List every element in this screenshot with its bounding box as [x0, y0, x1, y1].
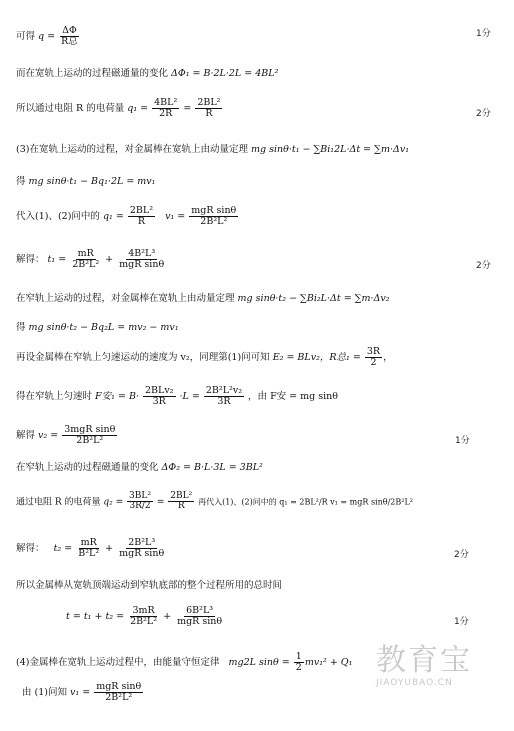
formula: ΔΦ₁ = B·2L·2L = 4BL²	[171, 68, 279, 79]
line-9: 得 mg sinθ·t₂ − Bq₂L = mv₂ − mv₁	[16, 322, 179, 333]
line-5: 得 mg sinθ·t₁ − Bq₁·2L = mv₁	[16, 176, 156, 187]
line-17: t = t₁ + t₂ = $\frac{3mR}{\text{2B²L²}}$ + $\frac{\text{6B²L³}}{\text{mgR sinθ}}$	[66, 605, 223, 627]
score-3: 2分	[476, 261, 491, 271]
line-19: 由 (1)问知 v₁ = $\frac{\text{mgR sinθ}}{\text{2B²L²}}$	[22, 681, 142, 703]
watermark-logo	[376, 643, 508, 700]
line-6: 代入(1)、(2)问中的 q₁ = $\frac{\text{2BL²}}{R}$ v₁ = $\frac{\text{mgR sinθ}}{\text{2B²L²}}$	[16, 205, 237, 227]
fraction: $\frac{\Delta\Phi}{\text{R总}}$	[61, 25, 78, 47]
line-2: 而在宽轨上运动的过程磁通量的变化 ΔΦ₁ = B·2L·2L = 4BL²	[16, 68, 279, 79]
line-14: 通过电阻 R 的电荷量 q₂ = $\frac{\text{3BL²}}{3R/2}$ = $\frac{\text{2BL²}}{R}$ 再代入(1)、(2)问中的 q₁ = 2BL²/R v₁ = mgR sinθ/2B²L²	[16, 491, 413, 512]
line-16: 所以金属棒从宽轨顶端运动到窄轨底部的整个过程所用的总时间	[16, 580, 283, 591]
line-15: 解得： t₂ = $\frac{mR}{\text{B²L²}}$ + $\frac{\text{2B²L³}}{\text{mgR sinθ}}$	[16, 537, 165, 559]
watermark-url: JIAOYUBAO.CN	[376, 678, 453, 688]
line-18: (4)金属棒在宽轨上运动过程中，由能量守恒定律 mg2L sinθ = $\frac{1}{2}$ mv₁² + Q₁	[16, 651, 353, 673]
score-5: 2分	[454, 550, 469, 560]
score-1: 1分	[476, 29, 491, 39]
line-11: 得在窄轨上匀速时 F安₁ = B· $\frac{\text{2BLv₂}}{3R}$ ·L = $\frac{\text{2B²L²v₂}}{3R}$ ，由 F安 = mg sinθ	[16, 385, 339, 407]
line-13: 在窄轨上运动的过程磁通量的变化 ΔΦ₂ = B·L·3L = 3BL²	[16, 462, 263, 473]
line-10: 再设金属棒在窄轨上匀速运动的速度为 v₂，同理第(1)问可知 E₂ = BLv₂，R总₁ = $\frac{3R}{2}$ ，	[16, 346, 393, 368]
line-1	[16, 26, 81, 47]
line-8: 在窄轨上运动的过程，对金属棒在宽轨上由动量定理 mg sinθ·t₂ − ∑Bi₂L·Δt = ∑m·Δv₂	[16, 293, 390, 304]
line-4: (3)在宽轨上运动的过程，对金属棒在宽轨上由动量定理 mg sinθ·t₁ − ∑Bi₁2L·Δt = ∑m·Δv₁	[16, 144, 410, 155]
watermark-text: 教育宝	[376, 643, 472, 678]
line-3: 所以通过电阻 R 的电荷量 q₁ = $\frac{\text{4BL²}}{2R}$ = $\frac{\text{2BL²}}{R}$	[16, 97, 221, 119]
text: 可得	[16, 30, 36, 42]
score-4: 1分	[455, 436, 470, 446]
formula: q =	[38, 30, 56, 42]
score-6: 1分	[454, 617, 469, 627]
score-2: 2分	[476, 109, 491, 119]
line-12: 解得 v₂ = $\frac{\text{3mgR sinθ}}{\text{2B²L²}}$	[16, 424, 116, 446]
line-7: 解得： t₁ = $\frac{mR}{\text{2B²L²}}$ + $\frac{\text{4B²L³}}{\text{mgR sinθ}}$	[16, 248, 165, 270]
